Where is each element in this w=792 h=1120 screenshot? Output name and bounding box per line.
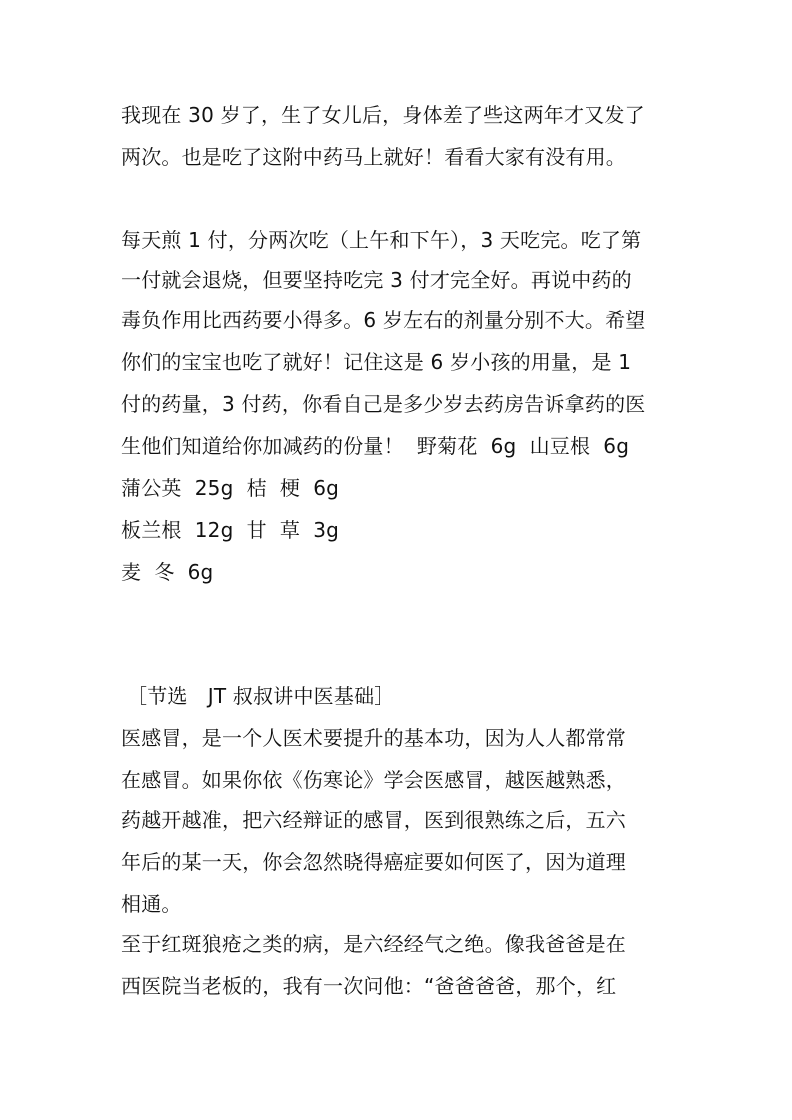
text-line: 西医院当老板的，我有一次问他：“爸爸爸爸，那个，红 <box>121 974 617 998</box>
text-line: 年后的某一天，你会忽然晓得癌症要如何医了，因为道理 <box>121 850 626 874</box>
text-line: 我现在 30 岁了，生了女儿后，身体差了些这两年才又发了 <box>121 103 645 127</box>
text-line: 至于红斑狼疮之类的病，是六经经气之绝。像我爸爸是在 <box>121 932 626 956</box>
text-line: 在感冒。如果你依《伤寒论》学会医感冒，越医越熟悉， <box>121 768 626 792</box>
prescription-line: 板兰根 12g 甘 草 3g <box>121 518 340 542</box>
text-line: 付的药量，3 付药，你看自己是多少岁去药房告诉拿药的医 <box>121 392 646 416</box>
text-line: 一付就会退烧，但要坚持吃完 3 付才完全好。再说中药的 <box>121 268 632 292</box>
section-heading: ［节选 JT 叔叔讲中医基础］ <box>127 684 395 708</box>
prescription-line: 麦 冬 6g <box>121 560 214 584</box>
prescription-line: 蒲公英 25g 桔 梗 6g <box>121 476 340 500</box>
text-line: 你们的宝宝也吃了就好！记住这是 6 岁小孩的用量，是 1 <box>121 350 632 374</box>
text-line: 生他们知道给你加减药的份量！ 野菊花 6g 山豆根 6g <box>121 434 630 458</box>
text-line: 毒负作用比西药要小得多。6 岁左右的剂量分别不大。希望 <box>121 308 646 332</box>
text-line: 医感冒，是一个人医术要提升的基本功，因为人人都常常 <box>121 726 626 750</box>
text-line: 每天煎 1 付，分两次吃（上午和下午），3 天吃完。吃了第 <box>121 228 642 252</box>
text-line: 两次。也是吃了这附中药马上就好！看看大家有没有用。 <box>121 145 626 169</box>
text-line: 药越开越准，把六经辩证的感冒，医到很熟练之后，五六 <box>121 808 626 832</box>
text-line: 相通。 <box>121 892 182 916</box>
